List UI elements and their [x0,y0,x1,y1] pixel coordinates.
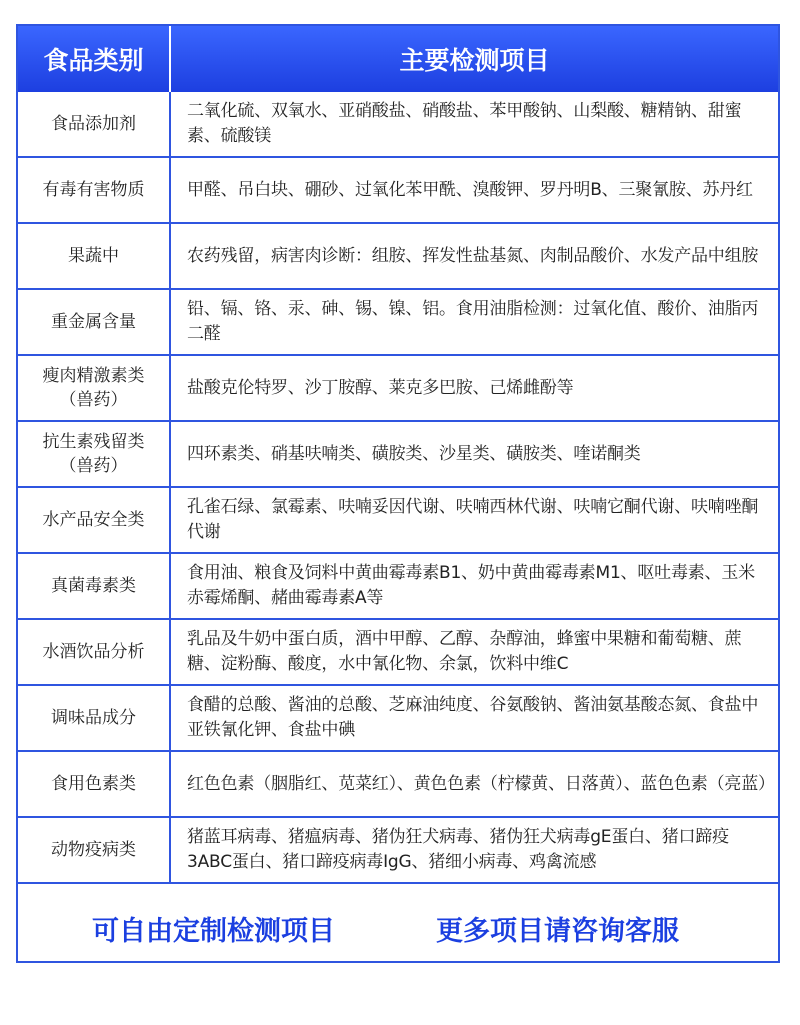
table-row [18,554,778,620]
table-footer [18,896,778,961]
row-category-label: 食用色素类 [51,774,136,794]
row-category-label: 抗生素残留类 [42,432,145,452]
detection-table [16,24,780,963]
row-category [18,620,171,684]
row-items: 乳品及牛奶中蛋白质，酒中甲醇、乙醇、杂醇油，蜂蜜中果糖和葡萄糖、蔗糖、淀粉酶、酸度，水中氰化物、余氯，饮料中维C [187,629,742,674]
table-row [18,686,778,752]
row-category [18,356,171,420]
row-category-label: 重金属含量 [51,312,136,332]
row-category [18,686,171,750]
row-category-label: 水产品安全类 [42,510,145,530]
row-items: 食醋的总酸、酱油的总酸、芝麻油纯度、谷氨酸钠、酱油氨基酸态氮、食盐中亚铁氰化钾、食盐中碘 [187,695,759,740]
row-category-label: 瘦肉精激素类 [42,366,145,386]
row-category-label: 真菌毒素类 [51,576,136,596]
row-items: 孔雀石绿、氯霉素、呋喃妥因代谢、呋喃西林代谢、呋喃它酮代谢、呋喃唑酮代谢 [187,497,759,542]
table-row [18,488,778,554]
row-items: 猪蓝耳病毒、猪瘟病毒、猪伪狂犬病毒、猪伪狂犬病毒gE蛋白、猪口蹄疫3ABC蛋白、猪口蹄疫病毒IgG、猪细小病毒、鸡禽流感 [187,827,729,872]
row-category-label: 动物疫病类 [51,840,136,860]
header-items: 主要检测项目 [399,46,550,75]
table-body [18,92,778,884]
row-category [18,290,171,354]
row-category-label: 有毒有害物质 [42,180,145,200]
row-category [18,92,171,156]
header-category: 食品类别 [18,26,171,92]
row-category [18,224,171,288]
row-category-sub: （兽药） [59,456,128,476]
row-items: 食用油、粮食及饲料中黄曲霉毒素B1、奶中黄曲霉毒素M1、呕吐毒素、玉米赤霉烯酮、赭曲霉毒素A等 [187,563,755,608]
row-category-label: 调味品成分 [51,708,136,728]
row-category-label: 水酒饮品分析 [42,642,145,662]
row-category [18,158,171,222]
table-row [18,422,778,488]
row-category [18,554,171,618]
row-items: 甲醛、吊白块、硼砂、过氧化苯甲酰、溴酸钾、罗丹明B、三聚氰胺、苏丹红 [187,179,753,200]
row-category [18,818,171,882]
row-category [18,752,171,816]
table-row [18,158,778,224]
table-row [18,92,778,158]
table-row [18,224,778,290]
row-category [18,488,171,552]
table-row [18,356,778,422]
table-row [18,752,778,818]
table-header [18,26,778,92]
row-items: 铅、镉、铬、汞、砷、锡、镍、铝。食用油脂检测：过氧化值、酸价、油脂丙二醛 [187,299,759,344]
row-category [18,422,171,486]
row-category-label: 果蔬中 [68,246,119,266]
row-items: 红色色素（胭脂红、苋菜红）、黄色色素（柠檬黄、日落黄）、蓝色色素（亮蓝） [187,773,775,794]
row-category-label: 食品添加剂 [51,114,136,134]
row-items: 二氧化硫、双氧水、亚硝酸盐、硝酸盐、苯甲酸钠、山梨酸、糖精钠、甜蜜素、硫酸镁 [187,101,742,146]
table-row [18,290,778,356]
custom-detection-text: 可自由定制检测项目 [92,916,335,947]
row-items: 四环素类、硝基呋喃类、磺胺类、沙星类、磺胺类、喹诺酮类 [187,443,641,464]
table-row [18,620,778,686]
consult-service-text: 更多项目请咨询客服 [436,916,679,947]
row-items: 农药残留，病害肉诊断：组胺、挥发性盐基氮、肉制品酸价、水发产品中组胺 [187,245,759,266]
table-row [18,818,778,884]
row-category-sub: （兽药） [59,390,128,410]
row-items: 盐酸克伦特罗、沙丁胺醇、莱克多巴胺、己烯雌酚等 [187,377,574,398]
